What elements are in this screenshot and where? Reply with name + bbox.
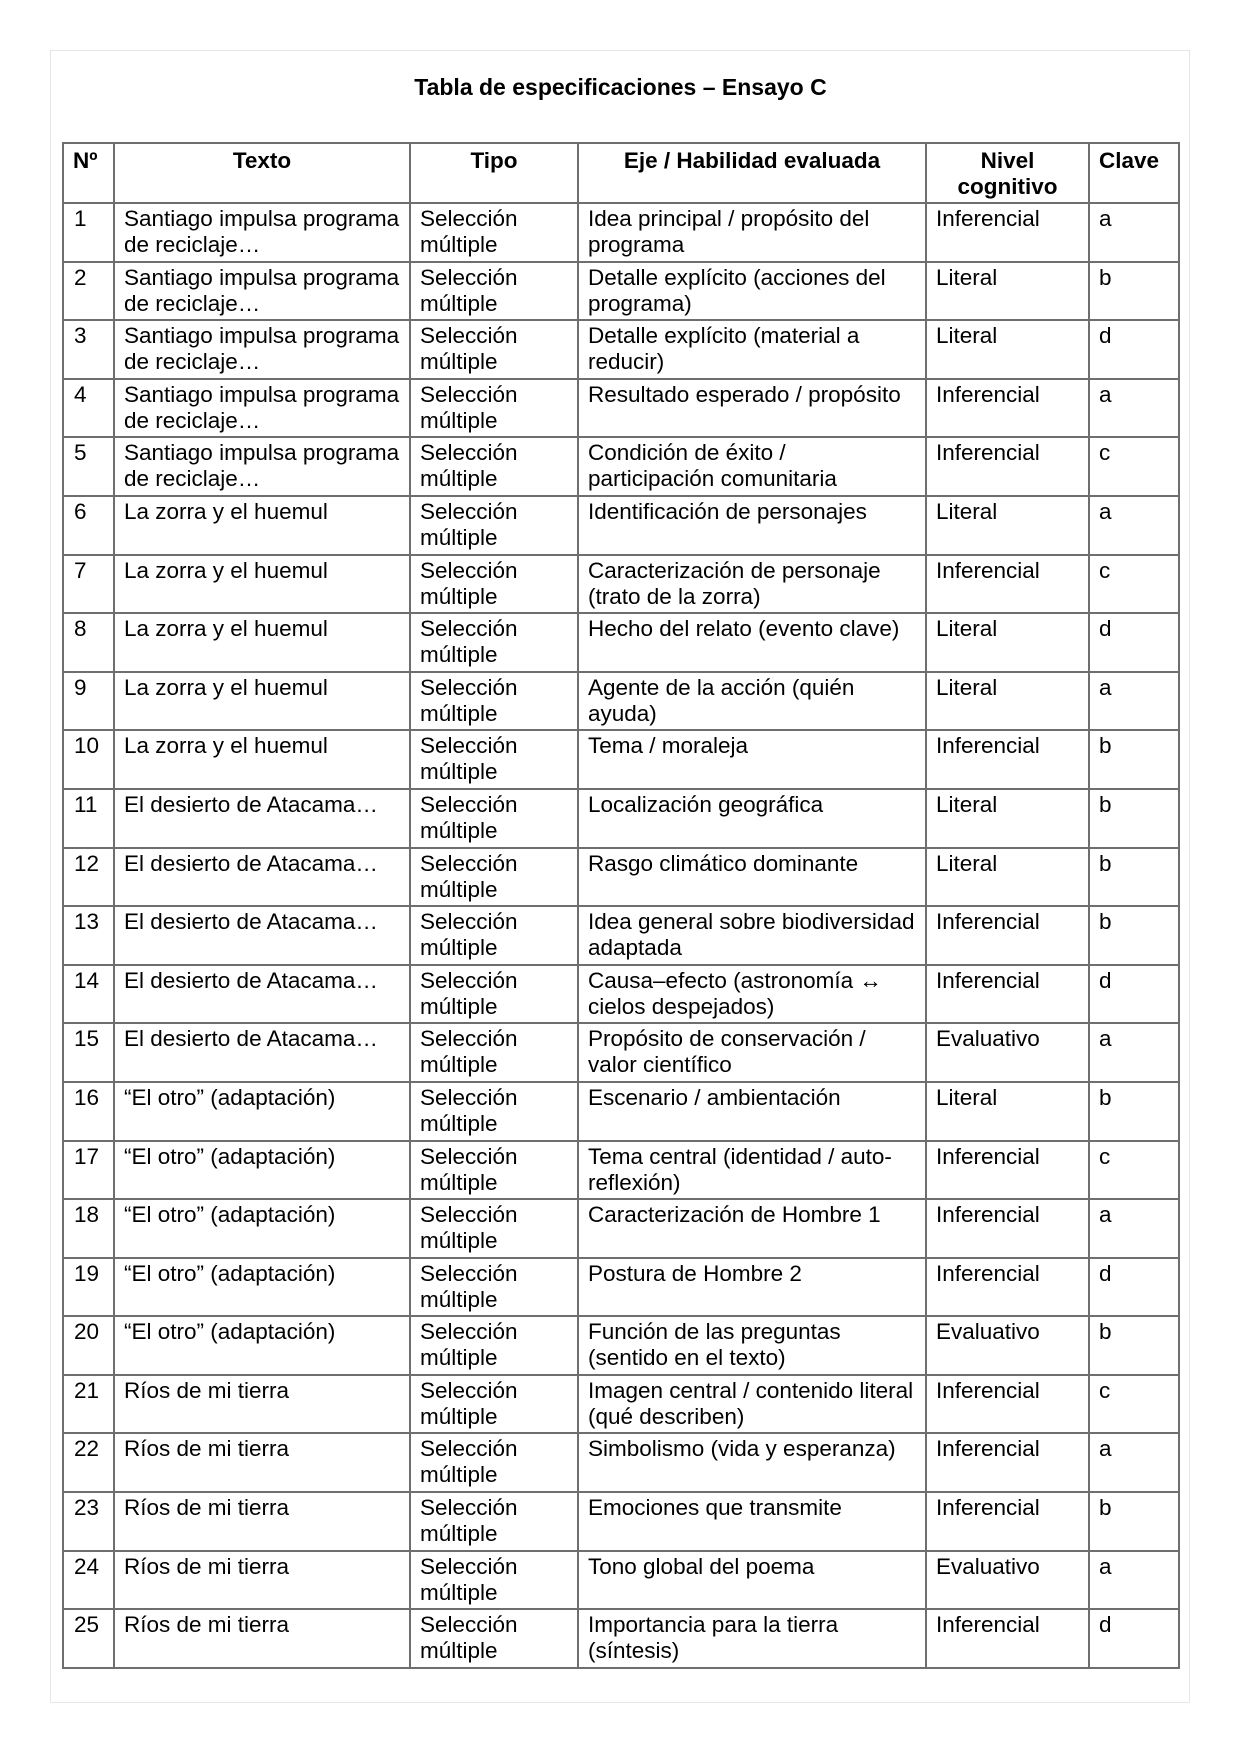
cell-num: 14 bbox=[63, 965, 114, 1024]
cell-eje: Detalle explícito (material a reducir) bbox=[578, 320, 926, 379]
cell-nivel: Inferencial bbox=[926, 1492, 1089, 1551]
table-row bbox=[63, 1199, 1179, 1258]
cell-tipo: Selección múltiple bbox=[410, 672, 578, 731]
cell-num: 25 bbox=[63, 1609, 114, 1668]
cell-tipo: Selección múltiple bbox=[410, 613, 578, 672]
cell-tipo: Selección múltiple bbox=[410, 1141, 578, 1200]
cell-nivel: Literal bbox=[926, 262, 1089, 321]
cell-texto: Santiago impulsa programa de reciclaje… bbox=[114, 437, 410, 496]
table-header-row bbox=[63, 143, 1179, 203]
cell-num: 18 bbox=[63, 1199, 114, 1258]
cell-tipo: Selección múltiple bbox=[410, 1551, 578, 1610]
cell-num: 21 bbox=[63, 1375, 114, 1434]
table-row bbox=[63, 730, 1179, 789]
cell-nivel: Literal bbox=[926, 1082, 1089, 1141]
header-tipo: Tipo bbox=[410, 143, 578, 203]
cell-eje: Idea principal / propósito del programa bbox=[578, 203, 926, 262]
cell-clave: a bbox=[1089, 1023, 1179, 1082]
cell-num: 23 bbox=[63, 1492, 114, 1551]
cell-texto: Ríos de mi tierra bbox=[114, 1609, 410, 1668]
cell-tipo: Selección múltiple bbox=[410, 1316, 578, 1375]
cell-tipo: Selección múltiple bbox=[410, 320, 578, 379]
cell-eje: Hecho del relato (evento clave) bbox=[578, 613, 926, 672]
cell-num: 1 bbox=[63, 203, 114, 262]
cell-clave: b bbox=[1089, 1492, 1179, 1551]
table-row bbox=[63, 789, 1179, 848]
cell-nivel: Literal bbox=[926, 320, 1089, 379]
cell-tipo: Selección múltiple bbox=[410, 1492, 578, 1551]
cell-nivel: Inferencial bbox=[926, 1375, 1089, 1434]
cell-texto: Ríos de mi tierra bbox=[114, 1492, 410, 1551]
cell-texto: La zorra y el huemul bbox=[114, 730, 410, 789]
cell-num: 16 bbox=[63, 1082, 114, 1141]
cell-nivel: Inferencial bbox=[926, 1141, 1089, 1200]
cell-texto: “El otro” (adaptación) bbox=[114, 1141, 410, 1200]
cell-texto: Santiago impulsa programa de reciclaje… bbox=[114, 203, 410, 262]
cell-nivel: Inferencial bbox=[926, 965, 1089, 1024]
cell-tipo: Selección múltiple bbox=[410, 1199, 578, 1258]
cell-texto: El desierto de Atacama… bbox=[114, 848, 410, 907]
cell-tipo: Selección múltiple bbox=[410, 965, 578, 1024]
cell-nivel: Literal bbox=[926, 496, 1089, 555]
cell-texto: La zorra y el huemul bbox=[114, 496, 410, 555]
cell-nivel: Inferencial bbox=[926, 555, 1089, 614]
table-row bbox=[63, 1551, 1179, 1610]
cell-num: 4 bbox=[63, 379, 114, 438]
document-title: Tabla de especificaciones – Ensayo C bbox=[414, 74, 827, 100]
table-row bbox=[63, 379, 1179, 438]
cell-clave: b bbox=[1089, 848, 1179, 907]
cell-tipo: Selección múltiple bbox=[410, 379, 578, 438]
table-row bbox=[63, 437, 1179, 496]
cell-nivel: Inferencial bbox=[926, 379, 1089, 438]
cell-tipo: Selección múltiple bbox=[410, 848, 578, 907]
cell-clave: b bbox=[1089, 906, 1179, 965]
cell-clave: a bbox=[1089, 1551, 1179, 1610]
cell-num: 13 bbox=[63, 906, 114, 965]
cell-eje: Caracterización de Hombre 1 bbox=[578, 1199, 926, 1258]
cell-tipo: Selección múltiple bbox=[410, 262, 578, 321]
cell-num: 3 bbox=[63, 320, 114, 379]
cell-num: 19 bbox=[63, 1258, 114, 1317]
cell-clave: d bbox=[1089, 613, 1179, 672]
table-row bbox=[63, 320, 1179, 379]
cell-clave: a bbox=[1089, 496, 1179, 555]
cell-eje: Detalle explícito (acciones del programa) bbox=[578, 262, 926, 321]
cell-texto: La zorra y el huemul bbox=[114, 613, 410, 672]
cell-eje: Idea general sobre biodiversidad adaptada bbox=[578, 906, 926, 965]
cell-nivel: Inferencial bbox=[926, 1258, 1089, 1317]
cell-eje: Función de las preguntas (sentido en el texto) bbox=[578, 1316, 926, 1375]
cell-texto: El desierto de Atacama… bbox=[114, 965, 410, 1024]
cell-nivel: Inferencial bbox=[926, 730, 1089, 789]
cell-clave: b bbox=[1089, 1316, 1179, 1375]
cell-num: 2 bbox=[63, 262, 114, 321]
cell-eje: Tema central (identidad / auto-reflexión) bbox=[578, 1141, 926, 1200]
cell-nivel: Inferencial bbox=[926, 1609, 1089, 1668]
table-row bbox=[63, 1492, 1179, 1551]
cell-clave: b bbox=[1089, 730, 1179, 789]
cell-texto: “El otro” (adaptación) bbox=[114, 1199, 410, 1258]
cell-texto: Santiago impulsa programa de reciclaje… bbox=[114, 320, 410, 379]
header-eje: Eje / Habilidad evaluada bbox=[578, 143, 926, 203]
table-row bbox=[63, 1082, 1179, 1141]
cell-eje: Postura de Hombre 2 bbox=[578, 1258, 926, 1317]
cell-texto: El desierto de Atacama… bbox=[114, 906, 410, 965]
cell-num: 5 bbox=[63, 437, 114, 496]
cell-num: 22 bbox=[63, 1433, 114, 1492]
cell-num: 20 bbox=[63, 1316, 114, 1375]
cell-texto: El desierto de Atacama… bbox=[114, 1023, 410, 1082]
cell-nivel: Inferencial bbox=[926, 906, 1089, 965]
cell-texto: Santiago impulsa programa de reciclaje… bbox=[114, 262, 410, 321]
cell-num: 8 bbox=[63, 613, 114, 672]
cell-eje: Agente de la acción (quién ayuda) bbox=[578, 672, 926, 731]
cell-clave: c bbox=[1089, 555, 1179, 614]
cell-eje: Caracterización de personaje (trato de la zorra) bbox=[578, 555, 926, 614]
cell-nivel: Evaluativo bbox=[926, 1551, 1089, 1610]
cell-tipo: Selección múltiple bbox=[410, 437, 578, 496]
table-row bbox=[63, 262, 1179, 321]
cell-eje: Escenario / ambientación bbox=[578, 1082, 926, 1141]
cell-eje: Imagen central / contenido literal (qué describen) bbox=[578, 1375, 926, 1434]
cell-tipo: Selección múltiple bbox=[410, 203, 578, 262]
cell-clave: b bbox=[1089, 262, 1179, 321]
cell-clave: c bbox=[1089, 1375, 1179, 1434]
cell-eje: Resultado esperado / propósito bbox=[578, 379, 926, 438]
cell-nivel: Evaluativo bbox=[926, 1316, 1089, 1375]
cell-texto: Santiago impulsa programa de reciclaje… bbox=[114, 379, 410, 438]
cell-clave: a bbox=[1089, 1199, 1179, 1258]
cell-clave: c bbox=[1089, 1141, 1179, 1200]
cell-texto: Ríos de mi tierra bbox=[114, 1433, 410, 1492]
cell-texto: El desierto de Atacama… bbox=[114, 789, 410, 848]
cell-clave: b bbox=[1089, 789, 1179, 848]
cell-texto: “El otro” (adaptación) bbox=[114, 1316, 410, 1375]
cell-texto: La zorra y el huemul bbox=[114, 555, 410, 614]
cell-tipo: Selección múltiple bbox=[410, 906, 578, 965]
table-row bbox=[63, 1023, 1179, 1082]
cell-num: 9 bbox=[63, 672, 114, 731]
table-row bbox=[63, 848, 1179, 907]
cell-tipo: Selección múltiple bbox=[410, 1023, 578, 1082]
cell-eje: Causa–efecto (astronomía ↔ cielos despejados) bbox=[578, 965, 926, 1024]
cell-tipo: Selección múltiple bbox=[410, 730, 578, 789]
header-nivel: Nivel cognitivo bbox=[926, 143, 1089, 203]
cell-clave: c bbox=[1089, 437, 1179, 496]
cell-clave: a bbox=[1089, 379, 1179, 438]
table-row bbox=[63, 1433, 1179, 1492]
cell-num: 6 bbox=[63, 496, 114, 555]
cell-nivel: Literal bbox=[926, 789, 1089, 848]
cell-clave: a bbox=[1089, 203, 1179, 262]
table-row bbox=[63, 1609, 1179, 1668]
cell-texto: “El otro” (adaptación) bbox=[114, 1258, 410, 1317]
cell-clave: a bbox=[1089, 1433, 1179, 1492]
cell-tipo: Selección múltiple bbox=[410, 555, 578, 614]
cell-eje: Importancia para la tierra (síntesis) bbox=[578, 1609, 926, 1668]
table-row bbox=[63, 203, 1179, 262]
cell-eje: Tema / moraleja bbox=[578, 730, 926, 789]
cell-tipo: Selección múltiple bbox=[410, 1609, 578, 1668]
cell-nivel: Inferencial bbox=[926, 203, 1089, 262]
table-row bbox=[63, 613, 1179, 672]
cell-tipo: Selección múltiple bbox=[410, 1375, 578, 1434]
cell-nivel: Literal bbox=[926, 848, 1089, 907]
header-clave: Clave bbox=[1089, 143, 1179, 203]
cell-num: 12 bbox=[63, 848, 114, 907]
cell-eje: Condición de éxito / participación comunitaria bbox=[578, 437, 926, 496]
table-row bbox=[63, 1141, 1179, 1200]
specification-table bbox=[62, 142, 1180, 1669]
cell-nivel: Inferencial bbox=[926, 1433, 1089, 1492]
cell-eje: Emociones que transmite bbox=[578, 1492, 926, 1551]
cell-eje: Propósito de conservación / valor científico bbox=[578, 1023, 926, 1082]
cell-num: 17 bbox=[63, 1141, 114, 1200]
table-row bbox=[63, 496, 1179, 555]
cell-clave: d bbox=[1089, 1258, 1179, 1317]
cell-num: 15 bbox=[63, 1023, 114, 1082]
cell-num: 11 bbox=[63, 789, 114, 848]
cell-eje: Localización geográfica bbox=[578, 789, 926, 848]
header-texto: Texto bbox=[114, 143, 410, 203]
cell-tipo: Selección múltiple bbox=[410, 1258, 578, 1317]
cell-texto: “El otro” (adaptación) bbox=[114, 1082, 410, 1141]
cell-tipo: Selección múltiple bbox=[410, 789, 578, 848]
cell-eje: Simbolismo (vida y esperanza) bbox=[578, 1433, 926, 1492]
cell-nivel: Inferencial bbox=[926, 437, 1089, 496]
table-row bbox=[63, 906, 1179, 965]
cell-nivel: Inferencial bbox=[926, 1199, 1089, 1258]
cell-clave: b bbox=[1089, 1082, 1179, 1141]
table-row bbox=[63, 555, 1179, 614]
cell-clave: a bbox=[1089, 672, 1179, 731]
cell-eje: Tono global del poema bbox=[578, 1551, 926, 1610]
table-row bbox=[63, 1375, 1179, 1434]
table-row bbox=[63, 1316, 1179, 1375]
cell-nivel: Evaluativo bbox=[926, 1023, 1089, 1082]
header-num: Nº bbox=[63, 143, 114, 203]
cell-eje: Identificación de personajes bbox=[578, 496, 926, 555]
cell-texto: La zorra y el huemul bbox=[114, 672, 410, 731]
table-row bbox=[63, 1258, 1179, 1317]
cell-num: 10 bbox=[63, 730, 114, 789]
cell-tipo: Selección múltiple bbox=[410, 1082, 578, 1141]
cell-texto: Ríos de mi tierra bbox=[114, 1375, 410, 1434]
cell-texto: Ríos de mi tierra bbox=[114, 1551, 410, 1610]
cell-nivel: Literal bbox=[926, 613, 1089, 672]
cell-tipo: Selección múltiple bbox=[410, 1433, 578, 1492]
table-row bbox=[63, 965, 1179, 1024]
cell-eje: Rasgo climático dominante bbox=[578, 848, 926, 907]
cell-clave: d bbox=[1089, 1609, 1179, 1668]
cell-num: 24 bbox=[63, 1551, 114, 1610]
cell-tipo: Selección múltiple bbox=[410, 496, 578, 555]
cell-clave: d bbox=[1089, 965, 1179, 1024]
cell-nivel: Literal bbox=[926, 672, 1089, 731]
cell-clave: d bbox=[1089, 320, 1179, 379]
table-row bbox=[63, 672, 1179, 731]
cell-num: 7 bbox=[63, 555, 114, 614]
table-body bbox=[63, 203, 1179, 1668]
